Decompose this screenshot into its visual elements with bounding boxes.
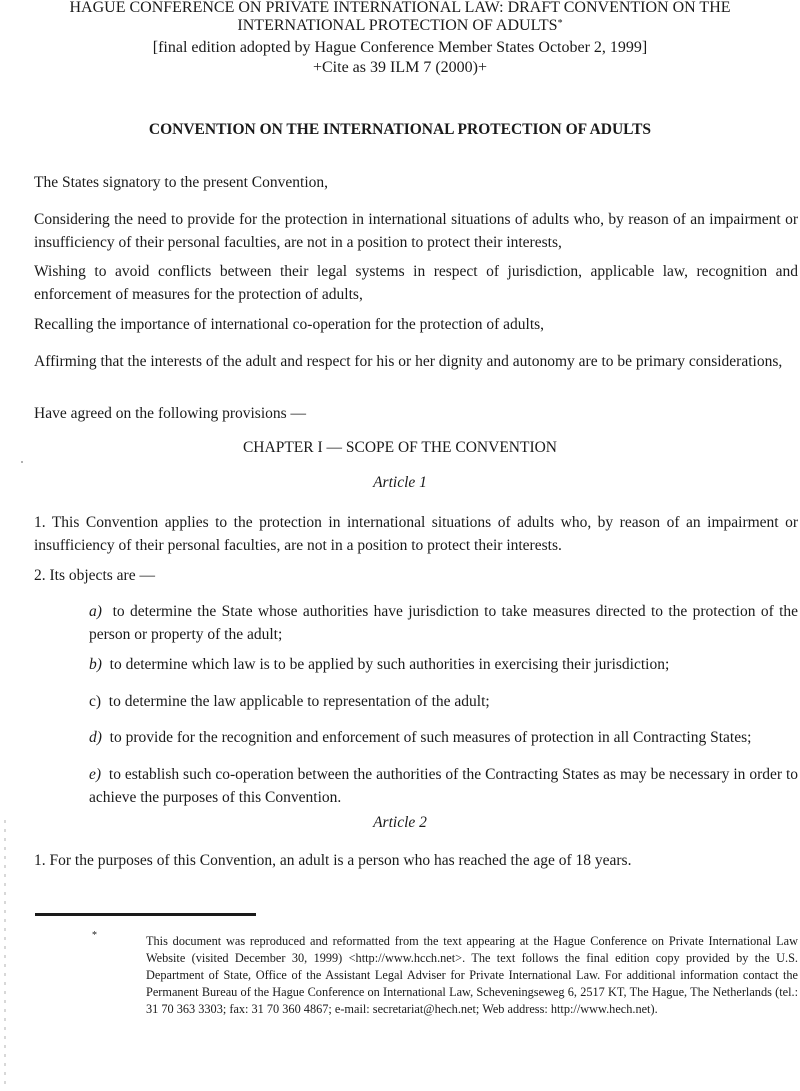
list-item-text: to determine the law applicable to representation of the adult;	[108, 693, 490, 710]
objects-list-item	[89, 726, 798, 749]
article-1-heading: Article 1	[373, 474, 427, 491]
convention-title: CONVENTION ON THE INTERNATIONAL PROTECTION OF ADULTS	[148, 121, 652, 138]
article-1-paragraph-2: 2. Its objects are —	[34, 567, 155, 584]
header-line-2-text: INTERNATIONAL PROTECTION OF ADULTS	[237, 17, 558, 34]
preamble-paragraph: The States signatory to the present Convention,	[34, 174, 329, 191]
article-2-heading: Article 2	[373, 814, 427, 831]
list-item-text: to determine the State whose authorities have jurisdiction to take measures directed to the protection of the person or property of the adult;	[89, 603, 799, 643]
preamble-paragraph: Have agreed on the following provisions —	[34, 405, 307, 422]
footnote-text: This document was reproduced and reformatted from the text appearing at the Hague Conference on Private International Law Website (visited December 30, 1999) <http://www.hcch.net>. The text follows the final edition copy provided by the U.S. Department of State, Office of the Assistant Legal Adviser for Private International Law. For additional information contact the Permanent Bureau of the Hague Conference on International Law, Scheveningseweg 6, 2517 KT, The Hague, The Netherlands (tel.: 31 70 363 3303; fax: 31 70 360 4867; e-mail: secretariat@hech.net; Web address: http://www.hech.net).	[146, 934, 798, 1016]
list-item-text: to determine which law is to be applied by such authorities in exercising their jurisdiction;	[109, 656, 670, 673]
preamble-paragraph: Considering the need to provide for the protection in international situations of adults who, by reason of an impairment or insufficiency of their personal faculties, are not in a position to protect their interests,	[34, 211, 798, 251]
list-item-letter: b)	[89, 656, 102, 673]
header-line-3: [final edition adopted by Hague Conference Member States October 2, 1999]	[152, 39, 648, 56]
article-1-paragraph-1: 1. This Convention applies to the protection in international situations of adults who, by reason of an impairment or insufficiency of their personal faculties, are not in a position to protect their interests.	[34, 514, 798, 554]
preamble-paragraph: Recalling the importance of international co-operation for the protection of adults,	[34, 316, 545, 333]
article-2-paragraph-1: 1. For the purposes of this Convention, an adult is a person who has reached the age of 18 years.	[34, 852, 632, 869]
header-line-1: HAGUE CONFERENCE ON PRIVATE INTERNATIONAL LAW: DRAFT CONVENTION ON THE	[69, 0, 731, 16]
header-citation: +Cite as 39 ILM 7 (2000)+	[312, 59, 488, 76]
objects-list-item	[89, 600, 798, 646]
list-item-letter: c)	[89, 693, 102, 710]
footnote-mark: *	[92, 930, 97, 941]
list-item-text: to provide for the recognition and enforcement of such measures of protection in all Contracting States;	[109, 729, 752, 746]
scan-speck	[21, 461, 23, 463]
footnote-divider	[35, 913, 256, 916]
header-footnote-mark: *	[557, 18, 563, 29]
list-item-letter: d)	[89, 729, 102, 746]
preamble-paragraph: Affirming that the interests of the adult and respect for his or her dignity and autonomy are to be primary considerations,	[34, 353, 783, 370]
preamble-paragraph: Wishing to avoid conflicts between their legal systems in respect of jurisdiction, applicable law, recognition and enforcement of measures for the protection of adults,	[34, 263, 798, 303]
list-item-letter: e)	[89, 766, 102, 783]
objects-list-item	[89, 763, 798, 809]
objects-list-item	[89, 690, 798, 713]
chapter-heading: CHAPTER I — SCOPE OF THE CONVENTION	[242, 439, 558, 456]
objects-list-item	[89, 653, 798, 676]
list-item-text: to establish such co-operation between the authorities of the Contracting States as may be necessary in order to achieve the purposes of this Convention.	[89, 766, 798, 806]
list-item-letter: a)	[89, 603, 102, 620]
header-line-2	[0, 16, 800, 36]
scan-edge-mark	[4, 820, 6, 1085]
